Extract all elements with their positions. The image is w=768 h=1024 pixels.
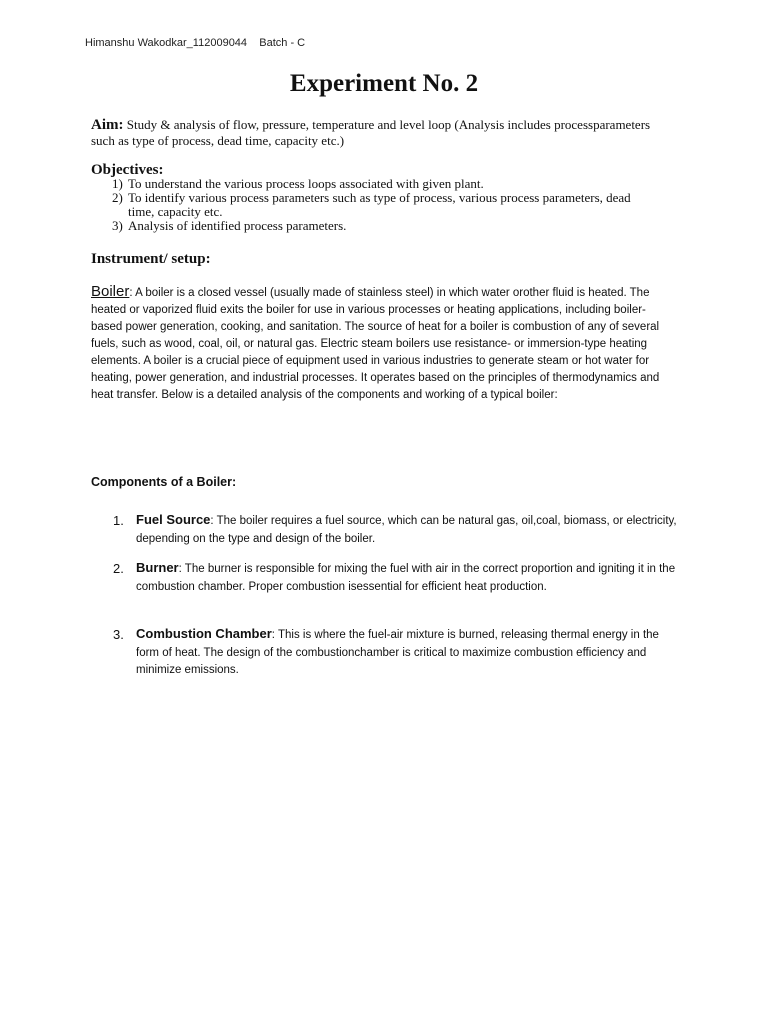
component-number: 1. bbox=[113, 513, 124, 528]
instrument-setup-heading: Instrument/ setup: bbox=[91, 251, 211, 267]
objective-number: 2) bbox=[112, 190, 123, 205]
objective-item bbox=[112, 177, 652, 191]
component-number: 3. bbox=[113, 627, 124, 642]
aim-label: Aim: bbox=[91, 117, 124, 133]
page-header: Himanshu Wakodkar_112009044 Batch - C bbox=[85, 37, 306, 49]
component-text: : The boiler requires a fuel source, which can be natural gas, oil,coal, biomass, or electricity, depending on the type and design of the boiler. bbox=[136, 515, 677, 545]
component-term: Burner bbox=[136, 560, 179, 575]
objective-number: 1) bbox=[112, 176, 123, 191]
component-term: Combustion Chamber bbox=[136, 626, 272, 641]
aim-paragraph bbox=[91, 117, 651, 148]
component-number: 2. bbox=[113, 561, 124, 576]
component-item bbox=[113, 559, 678, 596]
page-title: Experiment No. 2 bbox=[289, 70, 479, 97]
component-text: : This is where the fuel-air mixture is burned, releasing thermal energy in the form of heat. The design of the combustionchamber is critical to maximize combustion efficiency and minimize emissions. bbox=[136, 629, 659, 676]
component-item bbox=[113, 625, 678, 680]
boiler-paragraph bbox=[91, 283, 676, 404]
objective-item bbox=[112, 191, 652, 219]
objective-text: Analysis of identified process parameters. bbox=[128, 218, 347, 233]
objective-text: To understand the various process loops associated with given plant. bbox=[128, 176, 484, 191]
aim-text: Study & analysis of flow, pressure, temperature and level loop (Analysis includes processparameters such as type of process, dead time, capacity etc.) bbox=[91, 117, 651, 148]
objectives-heading: Objectives: bbox=[91, 162, 164, 178]
boiler-label: Boiler bbox=[91, 283, 130, 300]
objectives-list bbox=[112, 177, 652, 233]
components-heading: Components of a Boiler: bbox=[91, 475, 237, 489]
objective-item bbox=[112, 219, 652, 233]
component-text: : The burner is responsible for mixing the fuel with air in the correct proportion and igniting it in the combustion chamber. Proper combustion isessential for efficient heat production. bbox=[136, 563, 676, 593]
objective-text: To identify various process parameters such as type of process, various process parameters, dead time, capacity etc. bbox=[128, 190, 631, 219]
objective-number: 3) bbox=[112, 218, 123, 233]
component-term: Fuel Source bbox=[136, 512, 211, 527]
component-item bbox=[113, 511, 678, 548]
boiler-text: : A boiler is a closed vessel (usually made of stainless steel) in which water orother fluid is heated. The heated or vaporized fluid exits the boiler for use in various processes or heating applications, including boiler-based power generation, cooking, and sanitation. The source of heat for a boiler is combustion of any of several fuels, such as wood, coal, oil, or natural gas. Electric steam boilers use resistance- or immersion-type heating elements. A boiler is a crucial piece of equipment used in various industries to generate steam or hot water for heating, power generation, and industrial processes. It operates based on the principles of thermodynamics and heat transfer. Below is a detailed analysis of the components and working of a typical boiler: bbox=[91, 287, 660, 401]
